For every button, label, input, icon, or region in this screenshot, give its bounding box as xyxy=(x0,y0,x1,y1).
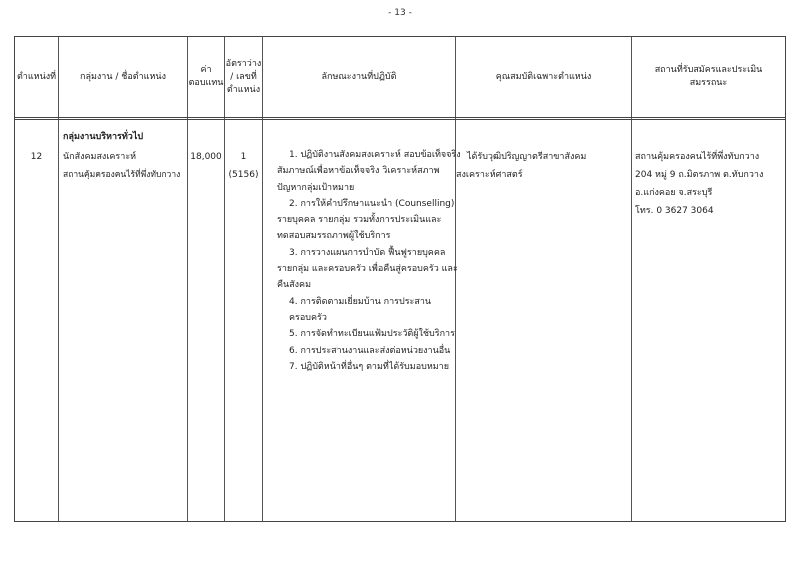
qualification-line: สงเคราะห์ศาสตร์ xyxy=(456,170,523,180)
qualification-line: ได้รับวุฒิปริญญาตรีสาขาสังคม xyxy=(467,152,587,162)
duty-line: 2. การให้คำปรึกษาแนะนำ (Counselling) xyxy=(289,198,455,209)
header-divider xyxy=(15,119,785,120)
header-salary: ค่าตอบแทน xyxy=(188,65,224,88)
vacancy-count: 1 xyxy=(240,152,247,162)
place-phone: โทร. 0 3627 3064 xyxy=(635,206,714,216)
duty-line: 5. การจัดทำทะเบียนแฟ้มประวัติผู้ใช้บริการ xyxy=(289,329,455,340)
vacancy-id: (5156) xyxy=(228,170,259,180)
duty-line: 4. การติดตามเยี่ยมบ้าน การประสานครอบครัว xyxy=(289,296,432,323)
duty-line: รายกลุ่ม และครอบครัว เพื่อคืนสู่ครอบครัว และ xyxy=(277,264,458,275)
header-job-description: ลักษณะงานที่ปฏิบัติ xyxy=(321,71,397,82)
header-divider xyxy=(15,117,785,118)
duty-line: 1. ปฏิบัติงานสังคมสงเคราะห์ สอบข้อเท็จจริง xyxy=(289,150,461,160)
header-qualification: คุณสมบัติเฉพาะตำแหน่ง xyxy=(495,71,592,82)
header-application-place: สถานที่รับสมัครและประเมินสมรรถนะ xyxy=(654,65,763,88)
duty-line: 3. การวางแผนการบำบัด ฟื้นฟูรายบุคคล xyxy=(289,247,446,258)
position-table xyxy=(14,36,786,522)
position-number: 12 xyxy=(30,152,43,162)
place-address: 204 หมู่ 9 ถ.มิตรภาพ ต.ทับกวาง xyxy=(635,170,764,180)
job-duties xyxy=(277,147,463,375)
page-number: - 13 - xyxy=(388,8,412,18)
duty-line: สัมภาษณ์เพื่อหาข้อเท็จจริง วิเคราะห์สภาพ xyxy=(277,166,440,177)
place-district: อ.แก่งคอย จ.สระบุรี xyxy=(635,188,713,198)
duty-line: ทดสอบสมรรถภาพผู้ใช้บริการ xyxy=(277,231,391,242)
duty-line: 6. การประสานงานและส่งต่อหน่วยงานอื่น xyxy=(289,345,451,356)
duty-line: รายบุคคล รายกลุ่ม รวมทั้งการประเมินและ xyxy=(277,215,442,226)
group-name: กลุ่มงานบริหารทั่วไป xyxy=(63,132,144,142)
header-group-position: กลุ่มงาน / ชื่อตำแหน่ง xyxy=(80,71,166,82)
duty-line: 7. ปฏิบัติหน้าที่อื่นๆ ตามที่ได้รับมอบหมาย xyxy=(289,361,450,372)
duty-line: ปัญหากลุ่มเป้าหมาย xyxy=(277,182,355,193)
duty-line: คืนสังคม xyxy=(277,280,312,291)
place-name: สถานคุ้มครองคนไร้ที่พึ่งทับกวาง xyxy=(635,152,760,162)
salary-value: 18,000 xyxy=(190,152,222,162)
header-vacancy: อัตราว่าง / เลขที่ตำแหน่ง xyxy=(225,58,262,95)
position-title: นักสังคมสงเคราะห์ xyxy=(63,152,137,162)
position-workplace: สถานคุ้มครองคนไร้ที่พึ่งทับกวาง xyxy=(63,170,181,180)
header-position-no: ตำแหน่งที่ xyxy=(16,71,57,82)
